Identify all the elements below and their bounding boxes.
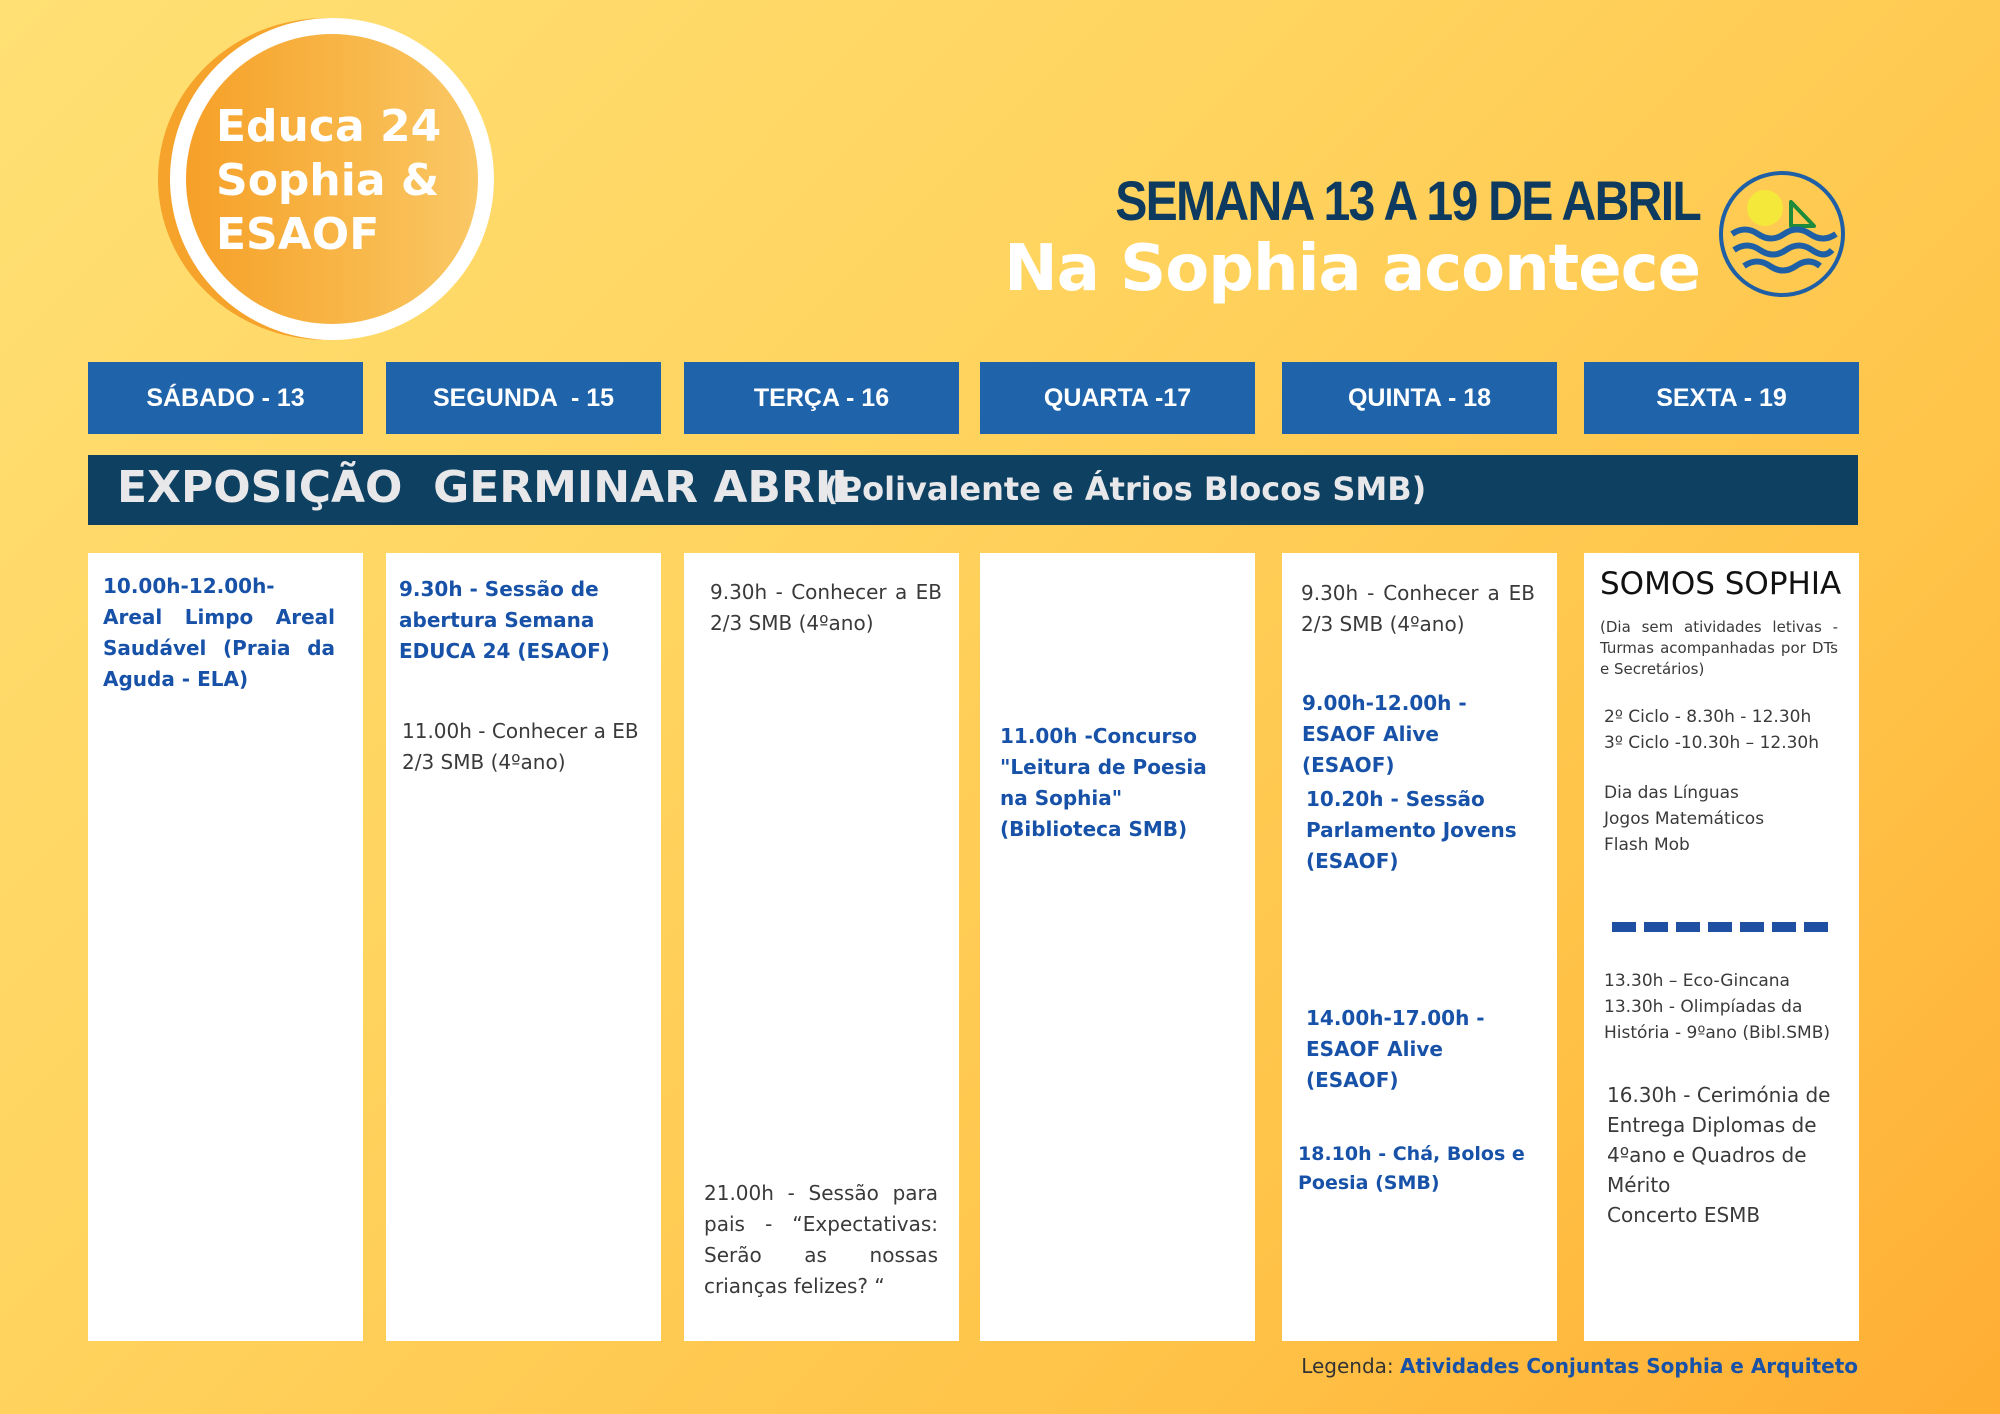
sun-sea-emblem-icon [1718,170,1846,298]
legend-label: Legenda: [1301,1354,1401,1378]
day-header-sexta: SEXTA - 19 [1584,362,1859,434]
column-segunda [386,553,661,1341]
sexta-line: 16.30h - Cerimónia de [1607,1083,1831,1107]
exhibition-title: EXPOSIÇÃO GERMINAR ABRIL [117,462,860,513]
sexta-schedule [1604,704,1844,756]
sexta-ceremony [1607,1080,1847,1230]
sexta-line: Dia das Línguas [1604,783,1739,803]
column-quinta [1282,553,1557,1341]
sexta-line: 13.30h - Olimpíadas da [1604,997,1803,1017]
sexta-title: SOMOS SOPHIA [1600,566,1842,602]
page-subtitle: Na Sophia acontece [1004,232,1700,306]
sexta-line: História - 9ºano (Bibl.SMB) [1604,1023,1831,1043]
day-header-quinta: QUINTA - 18 [1282,362,1557,434]
sexta-line: Jogos Matemáticos [1604,809,1765,829]
sexta-activities [1604,780,1844,858]
event-quinta-conhecer: 9.30h - Conhecer a EB 2/3 SMB (4ºano) [1301,581,1535,636]
sexta-note: (Dia sem atividades letivas - Turmas acompanhadas por DTs e Secretários) [1600,618,1838,678]
event-segunda-conhecer: 11.00h - Conhecer a EB 2/3 SMB (4ºano) [402,719,639,774]
event-quinta-parlamento: 10.20h - Sessão Parlamento Jovens (ESAOF) [1306,787,1517,873]
day-header-terca: TERÇA - 16 [684,362,959,434]
event-terca-conhecer: 9.30h - Conhecer a EB 2/3 SMB (4ºano) [710,580,942,635]
logo-text: Educa 24 Sophia & ESAOF [216,101,442,260]
event-quinta-alive-afternoon: 14.00h-17.00h - ESAOF Alive (ESAOF) [1306,1006,1485,1092]
sexta-line: Flash Mob [1604,835,1690,855]
event-quarta-concurso: 11.00h -Concurso "Leitura de Poesia na Sophia" (Biblioteca SMB) [1000,724,1207,841]
day-header-quarta: QUARTA -17 [980,362,1255,434]
event-quinta-alive-morning: 9.00h-12.00h - ESAOF Alive (ESAOF) [1302,691,1467,777]
sexta-afternoon [1604,968,1844,1046]
sexta-line: Concerto ESMB [1607,1203,1761,1227]
column-quarta [980,553,1255,1341]
event-segunda-abertura: 9.30h - Sessão de abertura Semana EDUCA 24 (ESAOF) [399,577,610,663]
week-title: SEMANA 13 A 19 DE ABRIL [1115,169,1700,232]
legend [1301,1354,1858,1378]
sexta-line: 2º Ciclo - 8.30h - 12.30h [1604,707,1812,727]
event-sabado-areal: 10.00h-12.00h- Areal Limpo Areal Saudável (Praia da Aguda - ELA) [103,574,335,691]
sexta-line: 13.30h – Eco-Gincana [1604,971,1790,991]
exhibition-location: (Polivalente e Átrios Blocos SMB) [824,470,1427,508]
sexta-line: 4ºano e Quadros de [1607,1143,1807,1167]
event-terca-sessao-pais: 21.00h - Sessão para pais - “Expectativas: Serão as nossas crianças felizes? “ [704,1181,938,1298]
sexta-line: Mérito [1607,1173,1671,1197]
day-header-sabado: SÁBADO - 13 [88,362,363,434]
legend-value: Atividades Conjuntas Sophia e Arquiteto [1400,1354,1858,1378]
event-quinta-cha: 18.10h - Chá, Bolos e Poesia (SMB) [1298,1143,1525,1194]
sexta-line: Entrega Diplomas de [1607,1113,1817,1137]
day-header-segunda: SEGUNDA - 15 [386,362,661,434]
sexta-line: 3º Ciclo -10.30h – 12.30h [1604,733,1820,753]
dashed-divider [1612,922,1836,932]
